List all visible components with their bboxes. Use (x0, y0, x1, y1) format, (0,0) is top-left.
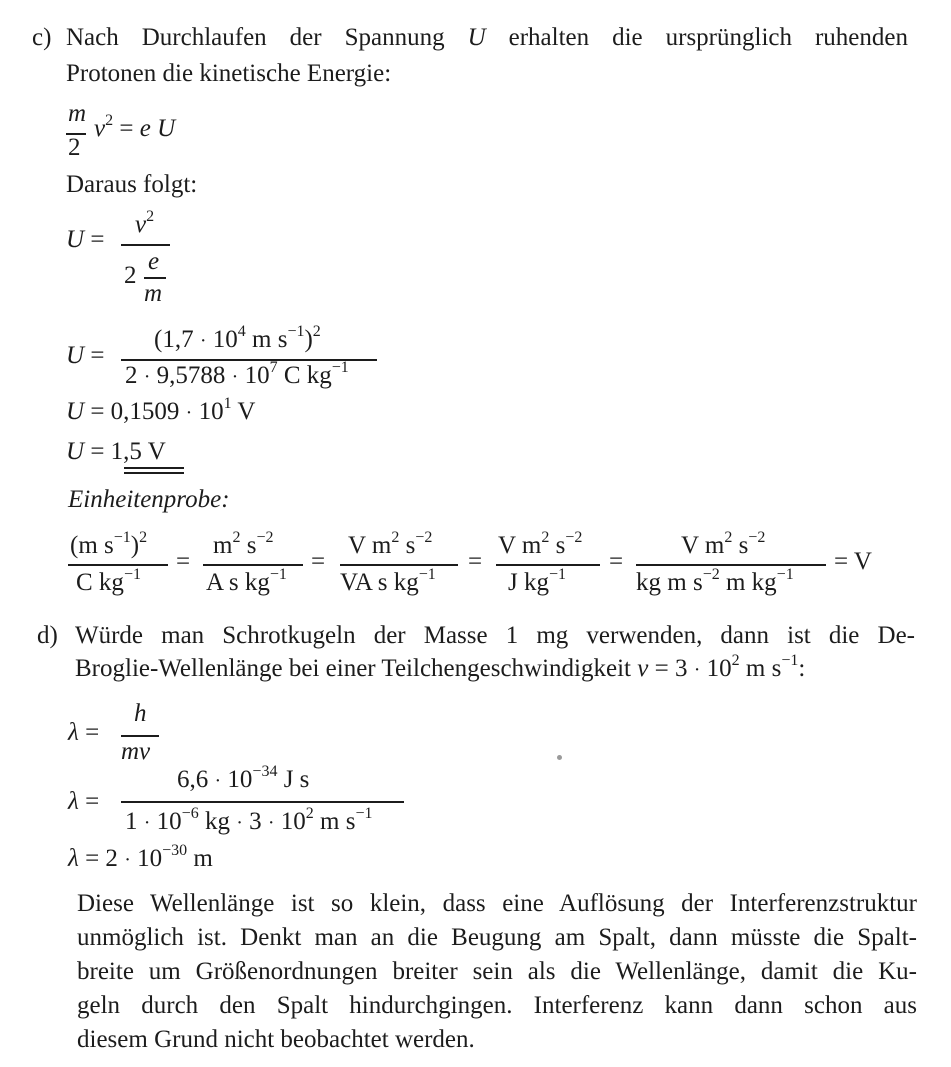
paragraph-line-5: diesem Grund nicht beobachtet werden. (77, 1026, 475, 1053)
scan-speck (557, 755, 562, 760)
double-underline-2 (124, 472, 184, 474)
double-underline-1 (124, 467, 184, 469)
paragraph-line-1: Diese Wellenlänge ist so klein, dass eine Auflösung der Interferenzstruktur (77, 890, 917, 917)
part-d-intro-line2: Broglie-Wellenlänge bei einer Teilchengeschwindigkeit $v = 3 \cdot 10^2$ m $s^{-1}$: (75, 652, 806, 682)
paragraph-line-4: geln durch den Spalt hindurchgingen. Interferenz kann dann schon aus (77, 992, 917, 1019)
paragraph-line-2: unmöglich ist. Denkt man an die Beugung am Spalt, dann müsste die Spalt- (77, 924, 917, 951)
de-broglie-result: $\lambda = 2 \cdot 10^{-30}$ m (68, 842, 213, 872)
part-d-label: d) (37, 622, 58, 649)
voltage-result-2: U = 1,5 V (66, 438, 166, 465)
part-c-label: c) (32, 24, 52, 51)
part-c-intro-line1: Nach Durchlaufen der Spannung U erhalten die ursprünglich ruhenden (66, 24, 909, 51)
voltage-result-1: $U = 0,1509 \cdot 10^1$ V (66, 395, 256, 425)
einheitenprobe-heading: Einheitenprobe: (68, 486, 230, 513)
paragraph-line-3: breite um Größenordnungen breiter sein als die Wellenlänge, damit die Ku- (77, 958, 917, 985)
part-d-intro-line1: Würde man Schrotkugeln der Masse 1 mg verwenden, dann ist die De- (75, 622, 915, 649)
unit-check-result: V (853, 548, 872, 575)
part-c-intro-line2: Protonen die kinetische Energie: (66, 60, 392, 87)
voltage-final-value: 1,5 V (110, 438, 166, 465)
daraus-folgt: Daraus folgt: (66, 171, 198, 198)
